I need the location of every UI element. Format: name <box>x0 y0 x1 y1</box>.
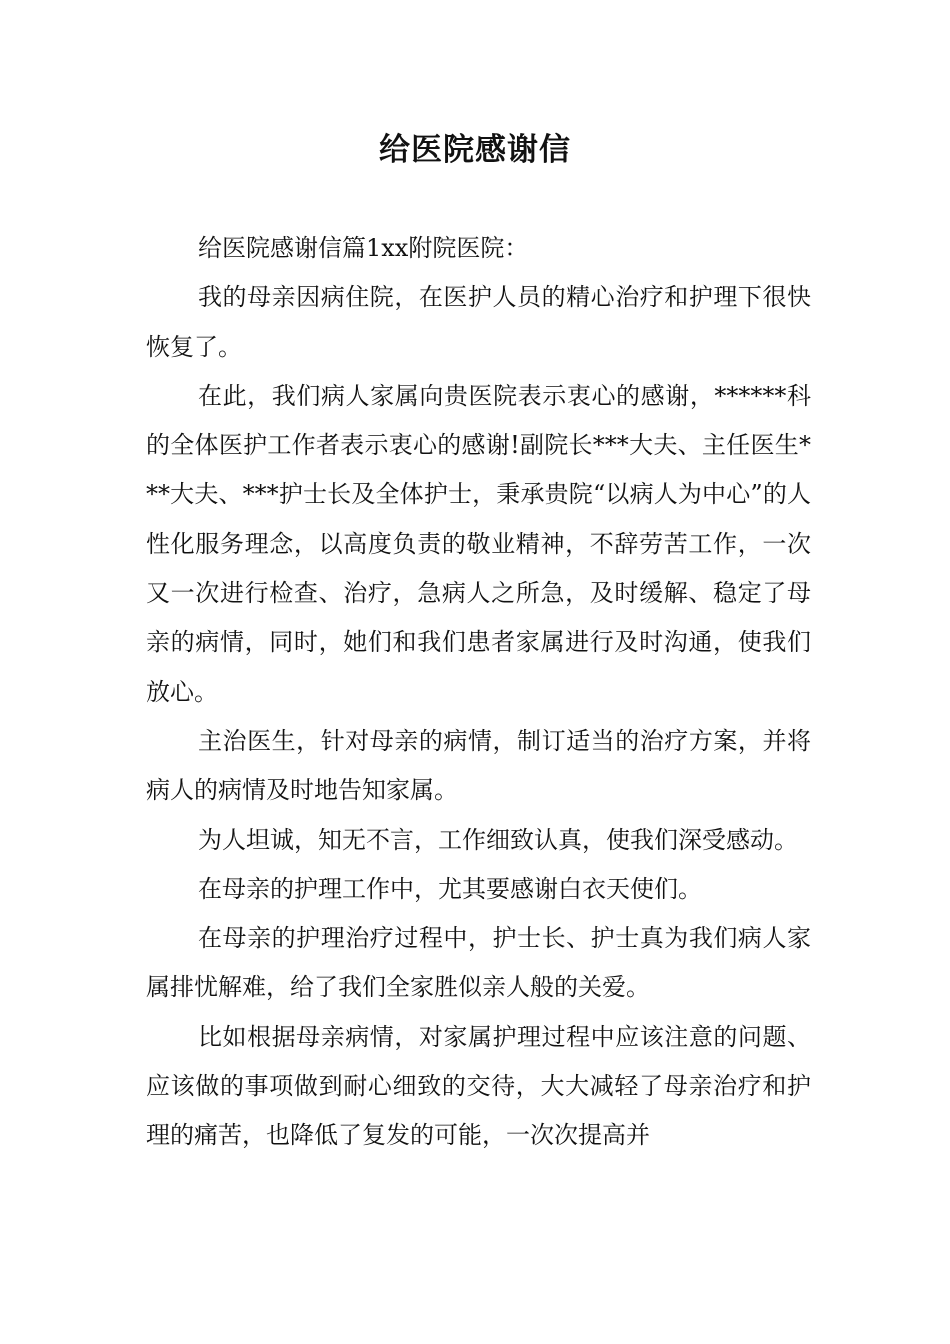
paragraph: 主治医生，针对母亲的病情，制订适当的治疗方案，并将病人的病情及时地告知家属。 <box>146 726 811 805</box>
paragraph: 在母亲的护理工作中，尤其要感谢白衣天使们。 <box>198 874 702 903</box>
paragraph: 我的母亲因病住院，在医护人员的精心治疗和护理下很快恢复了。 <box>146 283 811 361</box>
paragraph: 在此，我们病人家属向贵医院表示衷心的感谢，******科的全体医护工作者表示衷心的感谢!副院长***大夫、主任医生***大夫、***护士长及全体护士，秉承贵院“以病人为中心”的人性化服务理念，以高度负责的敬业精神，不辞劳苦工作，一次又一次进行检查、治疗，急病人之所急，及时缓解、稳定了母亲的病情，同时，她们和我们患者家属进行及时沟通，使我们放心。 <box>146 381 811 706</box>
paragraph-greeting: 给医院感谢信篇1xx附院医院： <box>198 234 529 262</box>
document-title: 给医院感谢信 <box>379 132 571 168</box>
paragraph: 比如根据母亲病情，对家属护理过程中应该注意的问题、应该做的事项做到耐心细致的交待，大大减轻了母亲治疗和护理的痛苦，也降低了复发的可能，一次次提高并 <box>146 1022 811 1150</box>
paragraph: 在母亲的护理治疗过程中，护士长、护士真为我们病人家属排忧解难，给了我们全家胜似亲人般的关爱。 <box>146 924 811 1002</box>
document-body <box>146 224 811 1161</box>
paragraph: 为人坦诚，知无不言，工作细致认真，使我们深受感动。 <box>198 825 798 854</box>
